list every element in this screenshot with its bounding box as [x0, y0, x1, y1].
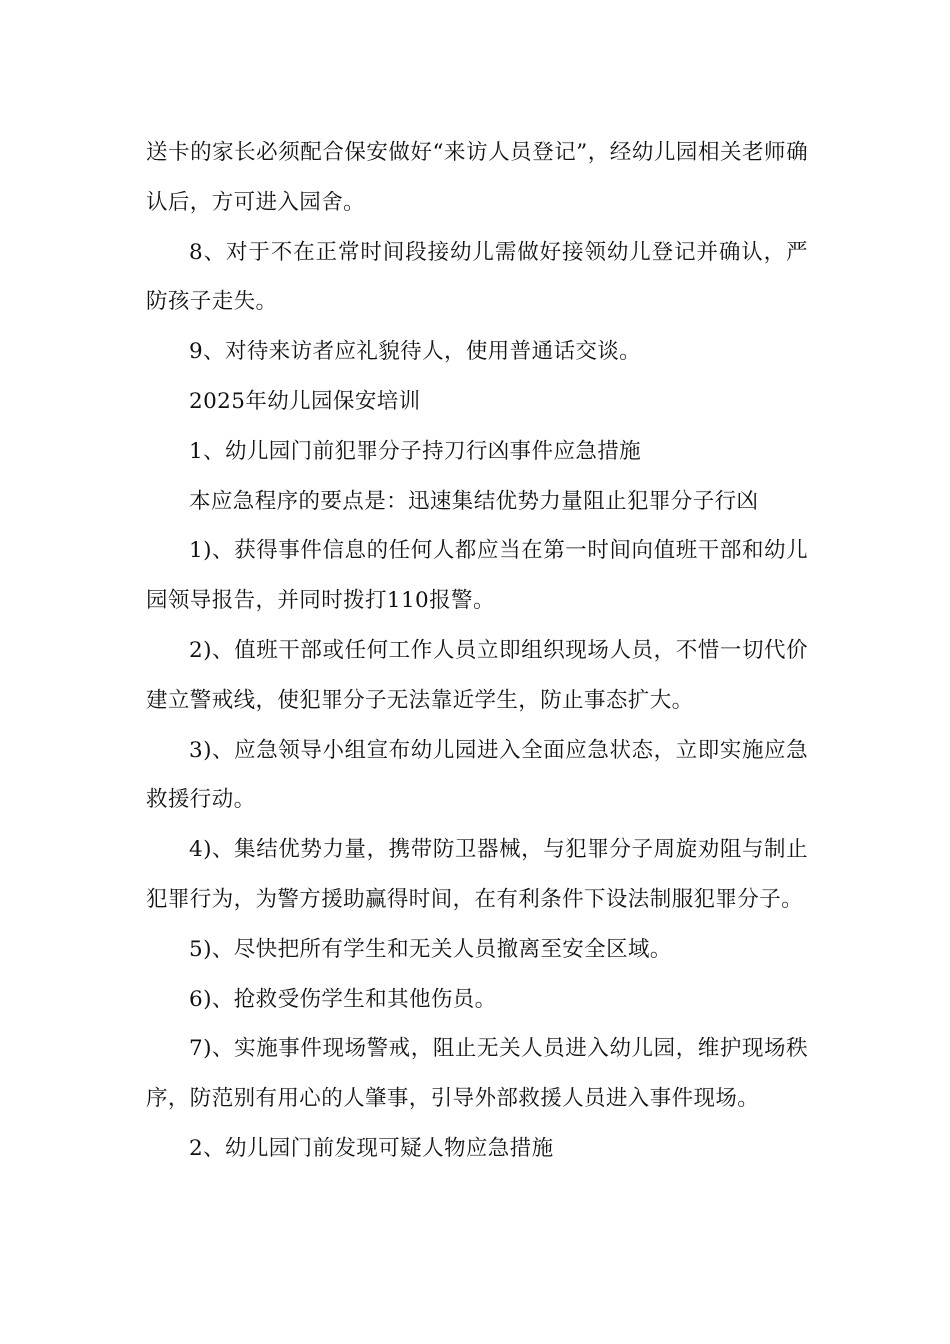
paragraph: 8、对于不在正常时间段接幼儿需做好接领幼儿登记并确认，严防孩子走失。 — [146, 239, 808, 315]
list-item: 5)、尽快把所有学生和无关人员撤离至安全区域。 — [189, 936, 672, 962]
section-heading: 2025年幼儿园保安培训 — [189, 388, 421, 414]
subsection-heading: 1、幼儿园门前犯罪分子持刀行凶事件应急措施 — [189, 438, 642, 464]
paragraph: 9、对待来访者应礼貌待人，使用普通话交谈。 — [189, 339, 642, 365]
list-item: 3)、应急领导小组宣布幼儿园进入全面应急状态，立即实施应急救援行动。 — [146, 737, 808, 813]
list-item: 1)、获得事件信息的任何人都应当在第一时间向值班干部和幼儿园领导报告，并同时拨打110报警。 — [146, 538, 808, 614]
paragraph: 本应急程序的要点是：迅速集结优势力量阻止犯罪分子行凶 — [189, 488, 759, 514]
list-item: 6)、抢救受伤学生和其他伤员。 — [189, 986, 497, 1012]
subsection-heading: 2、幼儿园门前发现可疑人物应急措施 — [189, 1135, 554, 1161]
list-item: 2)、值班干部或任何工作人员立即组织现场人员，不惜一切代价建立警戒线，使犯罪分子无法靠近学生，防止事态扩大。 — [146, 637, 808, 713]
list-item: 4)、集结优势力量，携带防卫器械，与犯罪分子周旋劝阻与制止犯罪行为，为警方援助赢得时间，在有利条件下设法制服犯罪分子。 — [146, 837, 808, 912]
document-body — [146, 128, 808, 1174]
list-item: 7)、实施事件现场警戒，阻止无关人员进入幼儿园，维护现场秩序，防范别有用心的人肇事，引导外部救援人员进入事件现场。 — [146, 1036, 808, 1112]
paragraph: 送卡的家长必须配合保安做好“来访人员登记”，经幼儿园相关老师确认后，方可进入园舍。 — [146, 140, 808, 215]
